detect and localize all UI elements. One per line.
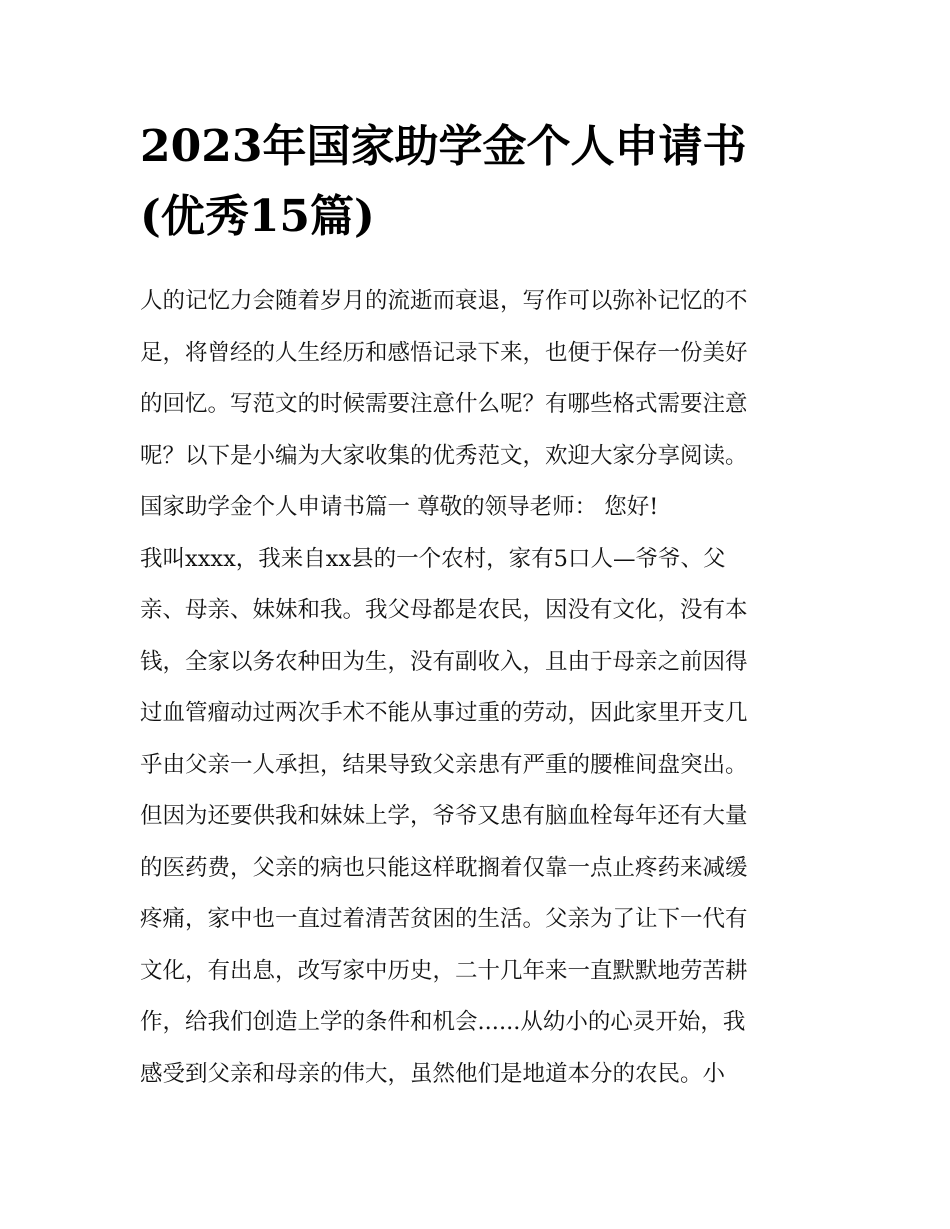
body-line: 国家助学金个人申请书篇一 尊敬的领导老师： 您好! [140,494,659,520]
body-line: 感受到父亲和母亲的伟大，虽然他们是地道本分的农民。小 [140,1060,726,1087]
document-body [140,276,820,1100]
body-line: 的回忆。写范文的时候需要注意什么呢？有哪些格式需要注意 [140,391,748,417]
body-line: 但因为还要供我和妹妹上学，爷爷又患有脑血栓每年还有大量 [140,803,748,829]
body-line: 钱，全家以务农种田为生，没有副收入，且由于母亲之前因得 [140,648,748,675]
body-line: 呢？以下是小编为大家收集的优秀范文，欢迎大家分享阅读。 [140,442,748,469]
body-line: 我叫xxxx，我来自xx县的一个农村，家有5口人—爷爷、父 [140,545,726,572]
body-line: 文化，有出息，改写家中历史，二十几年来一直默默地劳苦耕 [140,957,748,984]
body-line: 的医药费，父亲的病也只能这样耽搁着仅靠一点止疼药来减缓 [140,854,748,881]
body-line: 亲、母亲、妹妹和我。我父母都是农民，因没有文化，没有本 [140,597,748,623]
body-line: 过血管瘤动过两次手术不能从事过重的劳动，因此家里开支几 [140,700,748,726]
body-line: 足，将曾经的人生经历和感悟记录下来，也便于保存一份美好 [140,339,748,366]
title-line-2: (优秀15篇) [140,191,375,242]
body-line: 作，给我们创造上学的条件和机会......从幼小的心灵开始，我 [140,1009,746,1035]
body-line: 疼痛，家中也一直过着清苦贫困的生活。父亲为了让下一代有 [140,906,748,932]
document-title [140,112,820,252]
body-line: 乎由父亲一人承担，结果导致父亲患有严重的腰椎间盘突出。 [140,751,748,778]
body-line: 人的记忆力会随着岁月的流逝而衰退，写作可以弥补记忆的不 [140,288,748,314]
title-line-1: 2023年国家助学金个人申请书 [140,121,747,172]
